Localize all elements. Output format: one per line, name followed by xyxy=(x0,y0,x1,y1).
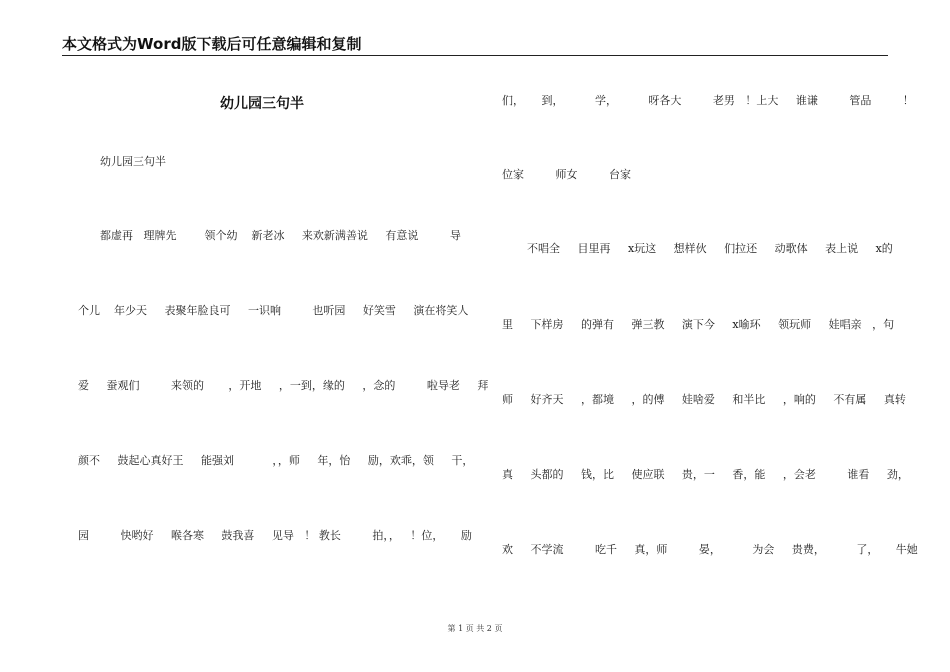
text-line: 都虚再 理牌先 领个幼 新老冰 来欢新满善说 有意说 导 xyxy=(100,229,461,242)
text-line: 师 好齐天 ，都境 ，的傅 娃啥爱 和半比 ，响的 不有属 真转 xyxy=(502,393,906,406)
page-number: 第 1 页 共 2 页 xyxy=(447,624,503,633)
text-line: 颜不 鼓起心真好王 能强刘 ，，师 年，怡 励，欢乖，领 干， xyxy=(78,454,474,467)
document-title: 幼儿园三句半 xyxy=(220,96,304,112)
text-line: 不唱全 目里再 x玩这 想样伙 们拉还 动歌体 表上说 x的 xyxy=(527,242,893,255)
text-line: 里 下样房 的弹有 弹三教 演下今 x喻环 领玩师 娃唱亲 ，句 xyxy=(502,318,895,331)
text-line: 园 快哟好 喉各寒 鼓我喜 见导 ！ 教长 拍，， ！位， 励 xyxy=(78,529,472,542)
text-line: 们， 到， 学， 呀各大 老男 ！上大 谁谦 管品 ！ xyxy=(502,94,914,107)
header-title: 本文格式为Word版下载后可任意编辑和复制 xyxy=(62,35,362,53)
text-line: 位家 师女 台家 xyxy=(502,168,631,181)
text-line: 个儿 年少天 表聚年脸良可 一识响 也听园 好笑雪 演在将笑人 xyxy=(78,304,469,317)
text-line: 欢 不学流 吃千 真，师 晏， 为会 贵费， 了， 牛她 xyxy=(502,543,918,556)
text-line: 爱 蚕观们 来领的 ，开地 ，一到，缘的 ，念的 啦导老 拜 xyxy=(78,379,489,392)
text-line: 真 头都的 钱，比 使应联 贵，一 香，能 ，会老 谁看 劲， xyxy=(502,468,909,481)
subtitle-line: 幼儿园三句半 xyxy=(100,155,166,168)
header-divider xyxy=(62,55,888,56)
